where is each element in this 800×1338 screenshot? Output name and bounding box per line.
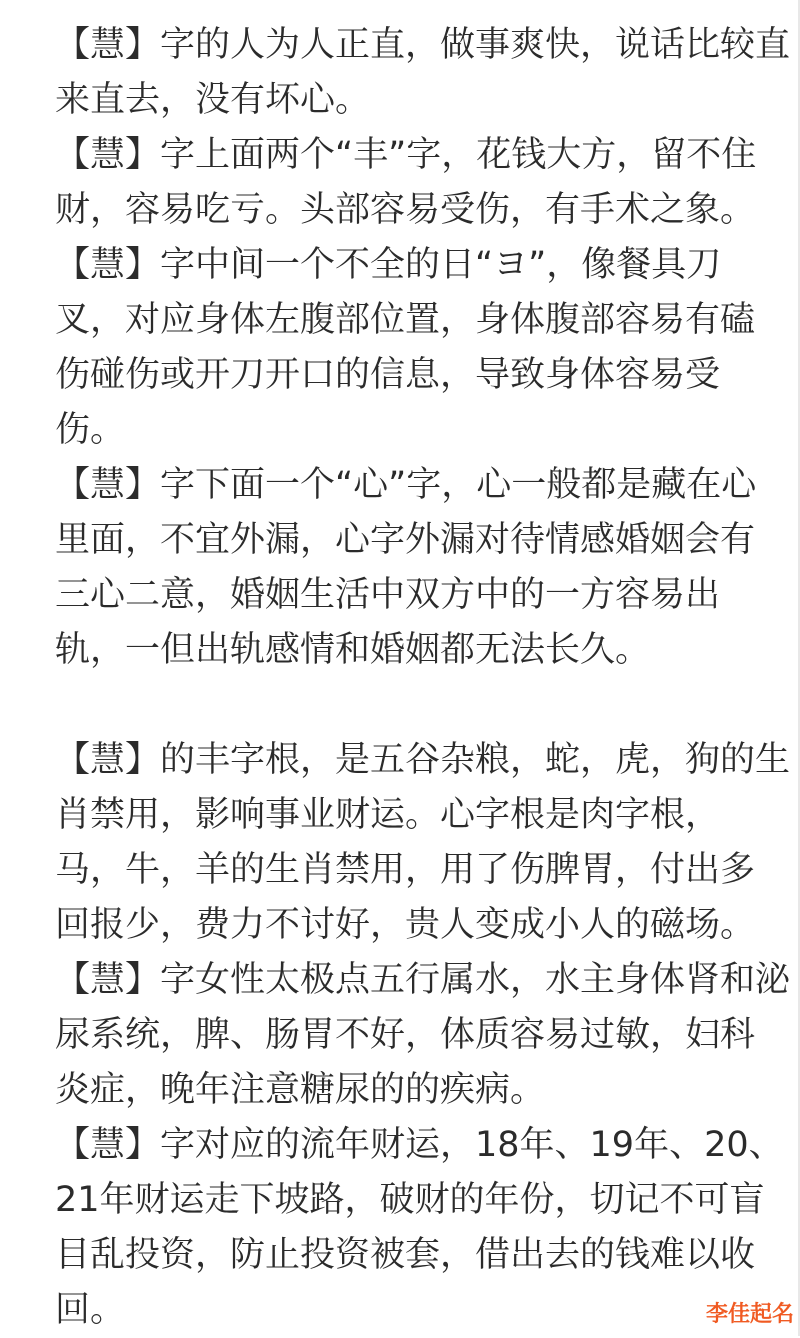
text-line: 叉，对应身体左腹部位置，身体腹部容易有磕 bbox=[55, 300, 756, 340]
text-line: 肖禁用，影响事业财运。心字根是肉字根， bbox=[55, 795, 721, 835]
text-line: 财，容易吃亏。头部容易受伤，有手术之象。 bbox=[55, 190, 756, 230]
text-line: 轨，一但出轨感情和婚姻都无法长久。 bbox=[55, 630, 651, 670]
text-line: 【慧】的丰字根，是五谷杂粮，蛇，虎，狗的生 bbox=[55, 740, 791, 780]
text-line: 炎症，晚年注意糖尿的的疾病。 bbox=[55, 1070, 546, 1110]
text-line: 【慧】字的人为人正直，做事爽快，说话比较直 bbox=[55, 25, 791, 65]
text-line: 回报少，费力不讨好，贵人变成小人的磁场。 bbox=[55, 905, 756, 945]
text-line: 三心二意，婚姻生活中双方中的一方容易出 bbox=[55, 575, 721, 615]
text-line: 伤碰伤或开刀开口的信息，导致身体容易受 bbox=[55, 355, 721, 395]
watermark-logo: 李佳起名 bbox=[705, 1302, 794, 1327]
text-line: 目乱投资，防止投资被套，借出去的钱难以收 bbox=[55, 1235, 756, 1275]
text-line: 21年财运走下坡路，破财的年份，切记不可盲 bbox=[55, 1180, 765, 1220]
text-line: 回。 bbox=[55, 1290, 126, 1330]
text-line: 里面，不宜外漏，心字外漏对待情感婚姻会有 bbox=[55, 520, 756, 560]
text-line: 【慧】字女性太极点五行属水，水主身体肾和泌 bbox=[55, 960, 791, 1000]
text-line: 【慧】字中间一个不全的日“ヨ”，像餐具刀 bbox=[55, 245, 722, 285]
text-line: 【慧】字对应的流年财运，18年、19年、20、 bbox=[55, 1125, 784, 1165]
text-line: 伤。 bbox=[55, 410, 126, 450]
text-line: 【慧】字下面一个“心”字，心一般都是藏在心 bbox=[55, 465, 757, 505]
text-line: 马，牛，羊的生肖禁用，用了伤脾胃，付出多 bbox=[55, 850, 756, 890]
text-line: 【慧】字上面两个“丰”字，花钱大方，留不住 bbox=[55, 135, 757, 175]
text-line: 来直去，没有坏心。 bbox=[55, 80, 371, 120]
text-line: 尿系统，脾、肠胃不好，体质容易过敏，妇科 bbox=[55, 1015, 756, 1055]
